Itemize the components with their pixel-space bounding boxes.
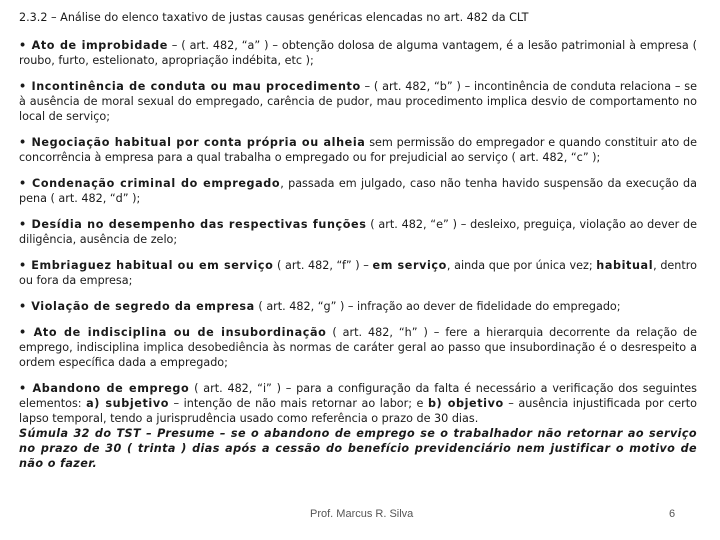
item-text: ( art. 482, “i” ) – para a configuração da falta é necessário a verificação dos seguintes elementos:	[19, 382, 697, 410]
item-text: , dentro ou fora da empresa;	[19, 259, 697, 287]
item-text: ( art. 482, “f” ) –	[273, 259, 373, 272]
justa-causa-list	[19, 38, 697, 471]
item-text: ( art. 482, “h” ) – fere a hierarquia decorrente da relação de emprego, indisciplina implica desobediência às normas de caráter geral ao passo que insubordinação é o desrespeito a ordem específica dada a empregado;	[19, 326, 697, 369]
item-text: – ( art. 482, “b” ) – incontinência de conduta relaciona – se à ausência de moral sexual do empregado, carência de pudor, mau procedimento implica desvio de comportamento no local de serviço;	[19, 80, 697, 123]
list-item	[19, 299, 697, 314]
item-emphasis: b) objetivo	[427, 397, 504, 410]
item-text: , passada em julgado, caso não tenha havido suspensão da execução da pena ( art. 482, “d” );	[19, 177, 697, 205]
item-emphasis: habitual	[596, 259, 654, 272]
item-text: ( art. 482, “e” ) – desleixo, preguiça, violação ao dever de diligência, ausência de zelo;	[19, 218, 697, 246]
item-text: – intenção de não mais retornar ao labor; e	[169, 397, 428, 410]
item-title: • Abandono de emprego	[19, 382, 190, 395]
list-item	[19, 381, 697, 471]
item-text: ( art. 482, “g” ) – infração ao dever de fidelidade do empregado;	[254, 300, 621, 313]
item-title: • Negociação habitual por conta própria ou alheia	[19, 136, 366, 149]
list-item	[19, 258, 697, 288]
item-title: • Ato de indisciplina ou de insubordinação	[19, 326, 327, 339]
list-item	[19, 38, 697, 68]
page-number: 6	[669, 508, 676, 520]
item-title: • Condenação criminal do empregado	[19, 177, 281, 190]
sumula-text: Súmula 32 do TST – Presume – se o abandono de emprego se o trabalhador não retornar ao serviço no prazo de 30 ( trinta ) dias após a cessão do benefício previdenciário nem justificar o motivo de não o fazer.	[19, 427, 697, 470]
list-item	[19, 176, 697, 206]
item-emphasis: em serviço	[372, 259, 447, 272]
footer-author: Prof. Marcus R. Silva	[310, 508, 414, 520]
item-title: • Ato de improbidade	[19, 39, 168, 52]
item-text: sem permissão do empregador e quando constituir ato de concorrência à empresa para a qual trabalha o empregado ou for prejudicial ao serviço ( art. 482, “c” );	[19, 136, 697, 164]
item-title: • Desídia no desempenho das respectivas funções	[19, 218, 367, 231]
item-emphasis: a) subjetivo	[86, 397, 170, 410]
list-item	[19, 217, 697, 247]
item-title: • Incontinência de conduta ou mau procedimento	[19, 80, 361, 93]
list-item	[19, 135, 697, 165]
list-item	[19, 79, 697, 124]
list-item	[19, 325, 697, 370]
item-text: – ( art. 482, “a” ) – obtenção dolosa de alguma vantagem, é a lesão patrimonial à empresa ( roubo, furto, estelionato, apropriação indébita, etc );	[19, 39, 697, 67]
item-title: • Violação de segredo da empresa	[19, 300, 255, 313]
section-heading: 2.3.2 – Análise do elenco taxativo de justas causas genéricas elencadas no art. 482 da CLT	[19, 11, 529, 24]
item-title: • Embriaguez habitual ou em serviço	[19, 259, 274, 272]
item-text: – ausência injustificada por certo lapso temporal, tendo a jurisprudência usado como referência o prazo de 30 dias.	[19, 397, 697, 425]
item-text: , ainda que por única vez;	[446, 259, 597, 272]
